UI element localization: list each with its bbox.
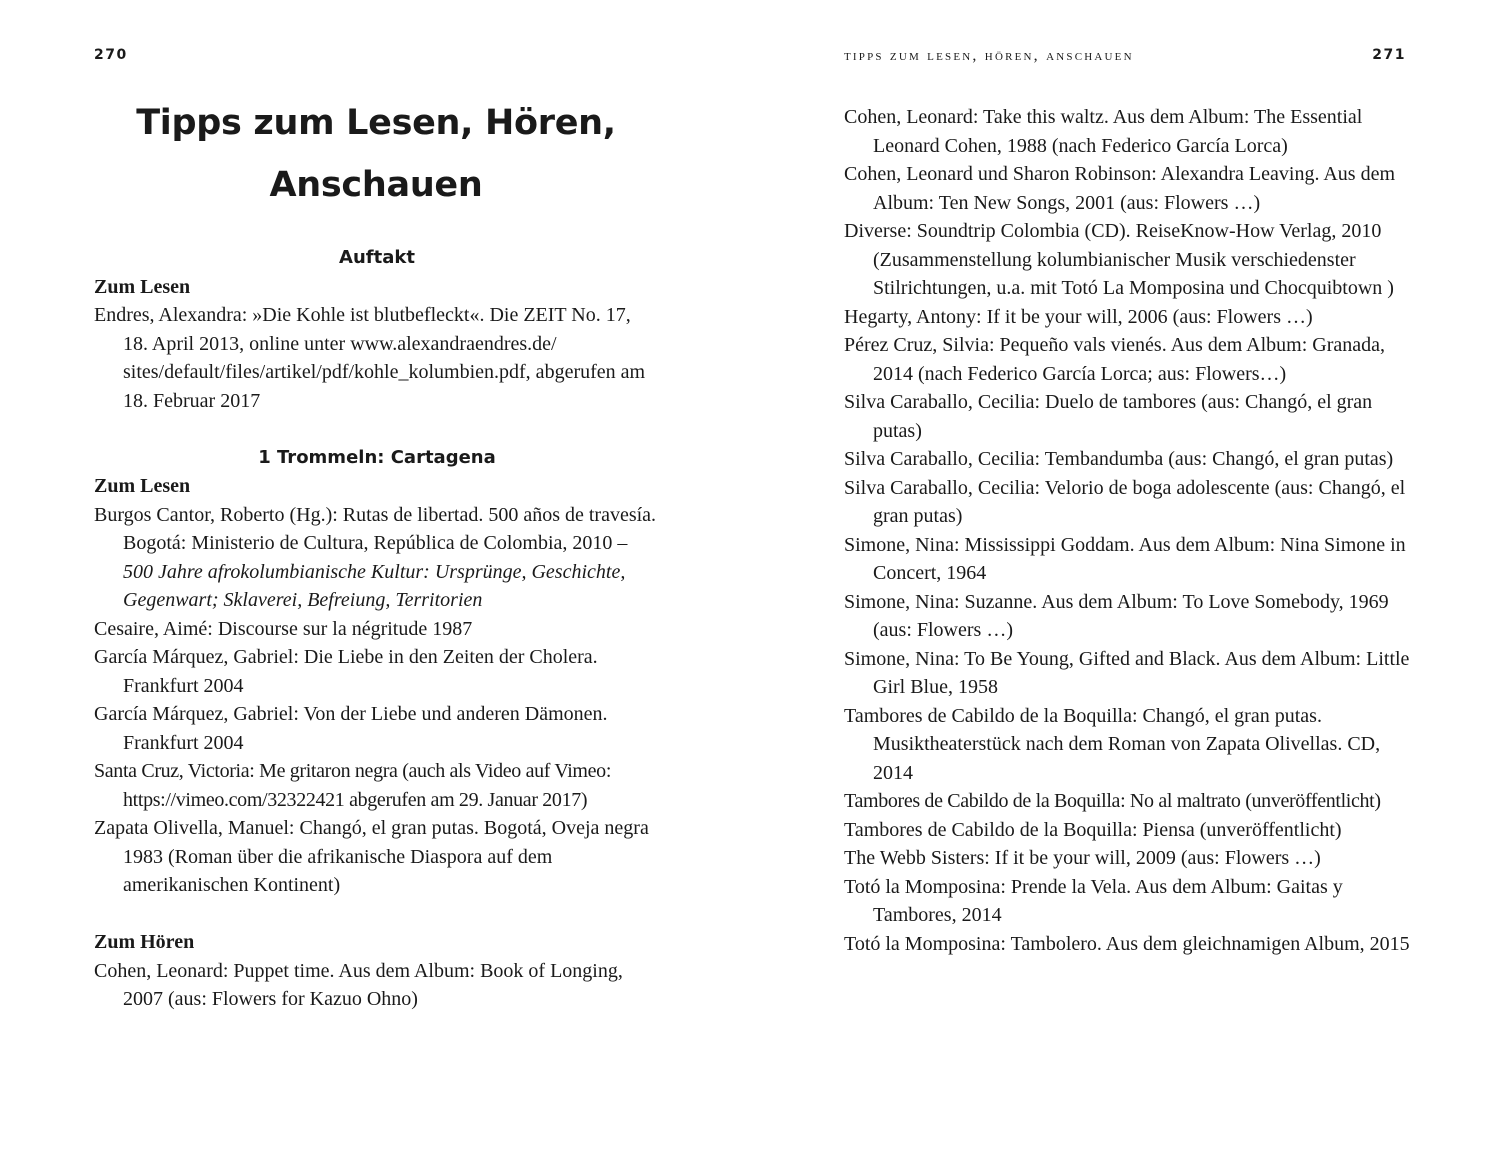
bibliography-entry: García Márquez, Gabriel: Von der Liebe und anderen Dämonen. Frankfurt 2004 [94, 703, 608, 754]
bibliography-entry: Cohen, Leonard: Take this waltz. Aus dem Album: The Essential Leonard Cohen, 1988 (nach Federico García Lorca) [844, 106, 1363, 157]
bibliography-entry: Cohen, Leonard: Puppet time. Aus dem Album: Book of Longing, 2007 (aus: Flowers for Kazuo Ohno) [94, 959, 623, 1010]
bibliography-entry: Simone, Nina: Suzanne. Aus dem Album: To Love Somebody, 1969 (aus: Flowers …) [844, 590, 1389, 641]
bibliography-entry: Silva Caraballo, Cecilia: Duelo de tambores (aus: Changó, el gran putas) [844, 391, 1373, 442]
bibliography-entry: Cesaire, Aimé: Discourse sur la négritude 1987 [94, 617, 473, 640]
bibliography-entry: Tambores de Cabildo de la Boquilla: Piensa (unveröffentlicht) [844, 818, 1342, 841]
subheading: Zum Hören [94, 931, 195, 953]
bibliography-entry: García Márquez, Gabriel: Die Liebe in den Zeiten der Cholera. Frankfurt 2004 [94, 646, 598, 697]
bibliography-entry: Silva Caraballo, Cecilia: Tembandumba (aus: Changó, el gran putas) [844, 448, 1394, 470]
subheading: Zum Lesen [94, 475, 191, 497]
bibliography-entry: Totó la Momposina: Prende la Vela. Aus dem Album: Gaitas y Tambores, 2014 [844, 875, 1343, 926]
bibliography-entry: Totó la Momposina: Tambolero. Aus dem gleichnamigen Album, 2015 [844, 932, 1410, 955]
right-page [750, 0, 1500, 1154]
bibliography-entry: Simone, Nina: Mississippi Goddam. Aus dem Album: Nina Simone in Concert, 1964 [844, 533, 1406, 584]
bibliography-entry: Santa Cruz, Victoria: Me gritaron negra (auch als Video auf Vimeo: https://vimeo.com/32322421 abgerufen am 29. Januar 2017) [94, 760, 612, 811]
bibliography-entry: Cohen, Leonard und Sharon Robinson: Alexandra Leaving. Aus dem Album: Ten New Songs, 2001 (aus: Flowers …) [844, 163, 1396, 214]
subheading: Zum Lesen [94, 275, 191, 298]
section-heading: 1 Trommeln: Cartagena [258, 446, 496, 468]
page-number: 271 [1372, 47, 1406, 63]
page-number: 270 [94, 47, 128, 63]
section-heading: Auftakt [339, 247, 415, 268]
running-head: tipps zum lesen, hören, anschauen [844, 47, 1134, 64]
bibliography-entry: Diverse: Soundtrip Colombia (CD). ReiseKnow-How Verlag, 2010 (Zusammenstellung kolumbianischer Musik verschiedenster Stilrichtungen, u.a. mit Totó La Momposina und Chocquibtown ) [844, 220, 1394, 299]
bibliography-entry: The Webb Sisters: If it be your will, 2009 (aus: Flowers …) [844, 847, 1321, 869]
bibliography-entry: Tambores de Cabildo de la Boquilla: Changó, el gran putas. Musiktheaterstück nach dem Roman von Zapata Olivellas. CD, 2014 [844, 704, 1381, 784]
bibliography-entry: Simone, Nina: To Be Young, Gifted and Black. Aus dem Album: Little Girl Blue, 1958 [844, 647, 1410, 698]
bibliography-entry: Tambores de Cabildo de la Boquilla: No al maltrato (unveröffentlicht) [844, 790, 1381, 812]
bibliography-entry [94, 501, 660, 615]
chapter-title: Tipps zum Lesen, Hören, Anschauen [136, 103, 616, 205]
right-page-content [844, 103, 1410, 958]
entry-italic-title: 500 Jahre afrokolumbianische Kultur: Ursprünge, Geschichte, Gegenwart; Sklaverei, Befreiung, Territorien [123, 560, 626, 611]
bibliography-entry: Endres, Alexandra: »Die Kohle ist blutbefleckt«. Die ZEIT No. 17, 18. April 2013, online unter www.alexandraendres.de/ sites/default/files/artikel/pdf/kohle_kolumbien.pdf, abgerufen am 18. Februar 2017 [94, 304, 646, 412]
bibliography-entry: Hegarty, Antony: If it be your will, 2006 (aus: Flowers …) [844, 305, 1313, 328]
entry-text: Burgos Cantor, Roberto (Hg.): Rutas de libertad. 500 años de travesía. Bogotá: Ministerio de Cultura, República de Colombia, 2010 – [94, 503, 657, 554]
bibliography-entry: Silva Caraballo, Cecilia: Velorio de boga adolescente (aus: Changó, el gran putas) [844, 476, 1406, 527]
bibliography-entry: Pérez Cruz, Silvia: Pequeño vals vienés. Aus dem Album: Granada, 2014 (nach Federico García Lorca; aus: Flowers…) [844, 334, 1386, 385]
left-page-content [94, 244, 660, 1014]
bibliography-entry: Zapata Olivella, Manuel: Changó, el gran putas. Bogotá, Oveja negra 1983 (Roman über die afrikanische Diaspora auf dem amerikanischen Kontinent) [94, 817, 649, 896]
